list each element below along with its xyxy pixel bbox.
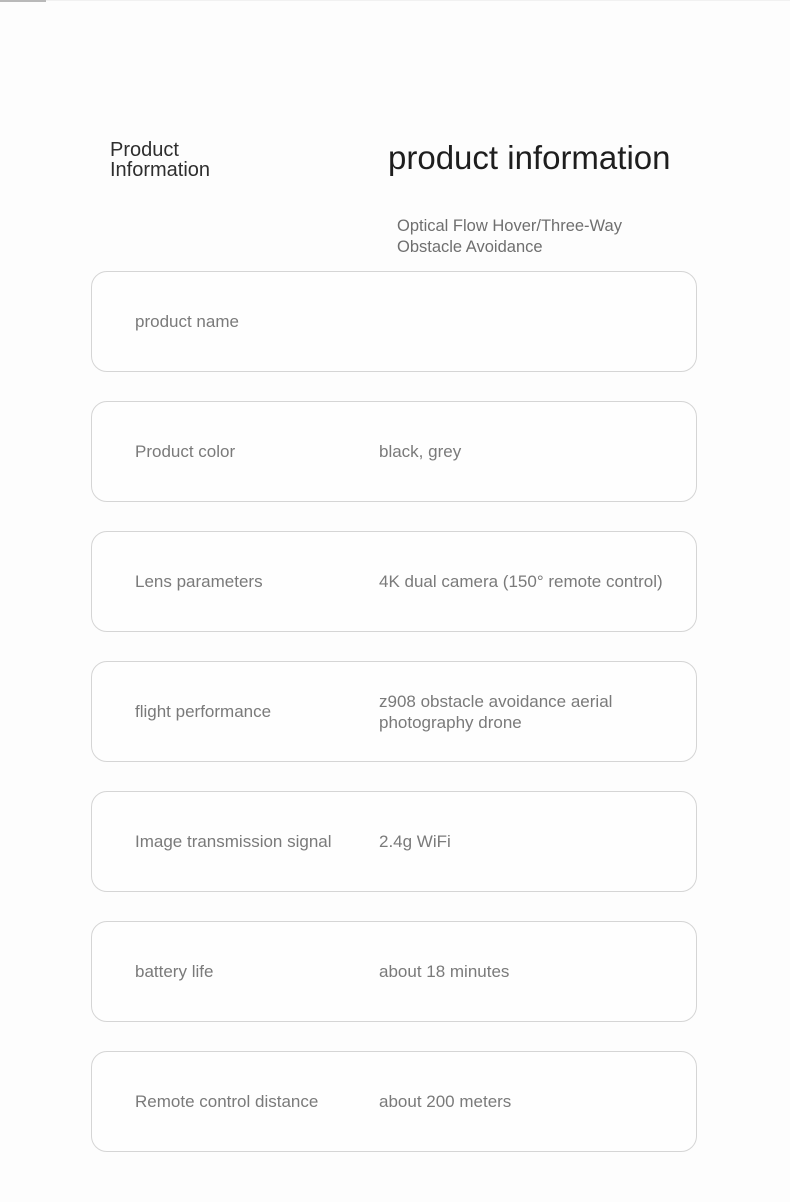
product-name-value: Optical Flow Hover/Three-Way Obstacle Avoidance bbox=[397, 217, 622, 256]
spec-value: 4K dual camera (150° remote control) bbox=[379, 572, 663, 591]
spec-card bbox=[91, 661, 697, 762]
spec-card bbox=[91, 531, 697, 632]
spec-label: flight performance bbox=[135, 701, 272, 721]
spec-value: z908 obstacle avoidance aerial photography drone bbox=[379, 691, 613, 732]
page-title: product information bbox=[388, 139, 671, 176]
spec-label: product name bbox=[135, 311, 239, 331]
spec-value: black, grey bbox=[379, 442, 462, 461]
spec-label: Image transmission signal bbox=[135, 831, 332, 851]
spec-value: 2.4g WiFi bbox=[379, 832, 451, 851]
spec-card bbox=[91, 271, 697, 372]
spec-label: Remote control distance bbox=[135, 1091, 319, 1111]
spec-list bbox=[91, 271, 697, 1181]
spec-card bbox=[91, 1051, 697, 1152]
section-title-small: Product Information bbox=[110, 139, 211, 181]
spec-label: Lens parameters bbox=[135, 571, 263, 591]
spec-card bbox=[91, 791, 697, 892]
page-top-edge-mark bbox=[0, 0, 46, 2]
spec-label: Product color bbox=[135, 441, 236, 461]
spec-value: about 18 minutes bbox=[379, 962, 510, 981]
spec-card bbox=[91, 921, 697, 1022]
page-top-hairline bbox=[0, 0, 790, 1]
spec-label: battery life bbox=[135, 961, 214, 981]
spec-value: about 200 meters bbox=[379, 1092, 512, 1111]
spec-card bbox=[91, 401, 697, 502]
